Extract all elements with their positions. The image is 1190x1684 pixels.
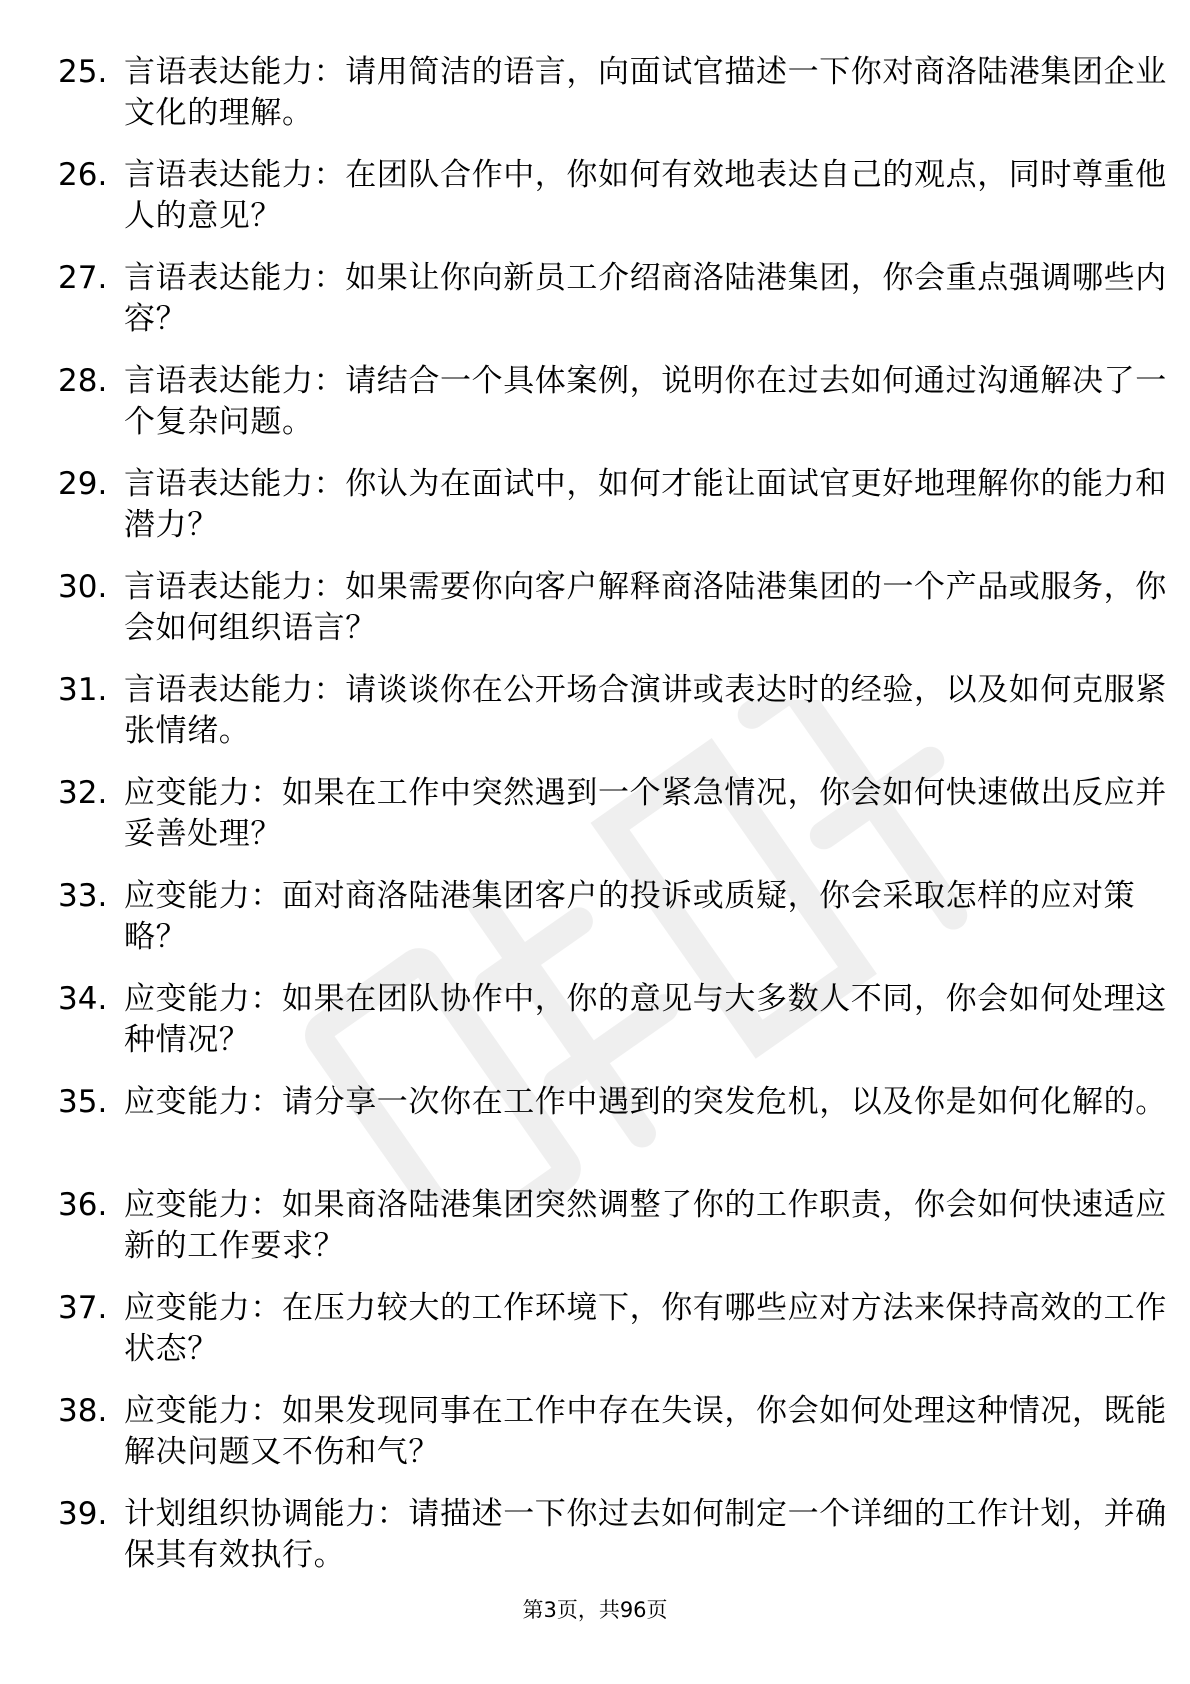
- question-number: 25.: [58, 54, 108, 90]
- question-item: [58, 567, 1167, 670]
- question-text: 计划组织协调能力：请描述一下你过去如何制定一个详细的工作计划，并确保其有效执行。: [124, 1496, 1167, 1573]
- question-number: 37.: [58, 1290, 108, 1326]
- question-number: 30.: [58, 569, 108, 605]
- question-text: 应变能力：如果发现同事在工作中存在失误，你会如何处理这种情况，既能解决问题又不伤和气？: [124, 1393, 1167, 1470]
- question-text: 言语表达能力：在团队合作中，你如何有效地表达自己的观点，同时尊重他人的意见？: [124, 157, 1167, 234]
- question-item: [58, 670, 1167, 773]
- question-number: 27.: [58, 260, 108, 296]
- question-item: [58, 1391, 1167, 1494]
- question-item: [58, 876, 1136, 979]
- question-number: 35.: [58, 1084, 108, 1120]
- question-item: [58, 155, 1167, 258]
- question-item: [58, 1082, 1167, 1185]
- question-text: 言语表达能力：你认为在面试中，如何才能让面试官更好地理解你的能力和潜力？: [124, 466, 1167, 543]
- question-text: 言语表达能力：如果让你向新员工介绍商洛陆港集团，你会重点强调哪些内容？: [124, 260, 1167, 337]
- question-item: [58, 361, 1167, 464]
- question-text: 言语表达能力：请用简洁的语言，向面试官描述一下你对商洛陆港集团企业文化的理解。: [124, 54, 1167, 131]
- question-number: 38.: [58, 1393, 108, 1429]
- question-item: [58, 464, 1167, 567]
- page-footer: 第3页，共96页: [522, 1598, 668, 1622]
- question-number: 31.: [58, 672, 108, 708]
- question-text: 应变能力：如果商洛陆港集团突然调整了你的工作职责，你会如何快速适应新的工作要求？: [124, 1187, 1167, 1264]
- question-text: 言语表达能力：请谈谈你在公开场合演讲或表达时的经验，以及如何克服紧张情绪。: [124, 672, 1167, 749]
- question-number: 34.: [58, 981, 108, 1017]
- question-item: [58, 1185, 1167, 1288]
- question-text: 应变能力：如果在工作中突然遇到一个紧急情况，你会如何快速做出反应并妥善处理？: [124, 775, 1167, 852]
- question-text: 言语表达能力：如果需要你向客户解释商洛陆港集团的一个产品或服务，你会如何组织语言？: [124, 569, 1167, 646]
- question-item: [58, 1494, 1167, 1597]
- question-number: 33.: [58, 878, 108, 914]
- question-number: 26.: [58, 157, 108, 193]
- question-item: [58, 979, 1167, 1082]
- question-item: [58, 258, 1167, 361]
- question-text: 应变能力：如果在团队协作中，你的意见与大多数人不同，你会如何处理这种情况？: [124, 981, 1167, 1058]
- question-number: 28.: [58, 363, 108, 399]
- question-number: 29.: [58, 466, 108, 502]
- question-text: 应变能力：面对商洛陆港集团客户的投诉或质疑，你会采取怎样的应对策略？: [124, 878, 1136, 955]
- question-number: 39.: [58, 1496, 108, 1532]
- question-text: 言语表达能力：请结合一个具体案例，说明你在过去如何通过沟通解决了一个复杂问题。: [124, 363, 1167, 440]
- question-list: [58, 52, 1167, 1597]
- question-text: 应变能力：请分享一次你在工作中遇到的突发危机，以及你是如何化解的。: [124, 1084, 1167, 1120]
- question-item: [58, 52, 1167, 155]
- question-number: 32.: [58, 775, 108, 811]
- question-item: [58, 1288, 1167, 1391]
- question-item: [58, 773, 1167, 876]
- question-number: 36.: [58, 1187, 108, 1223]
- question-text: 应变能力：在压力较大的工作环境下，你有哪些应对方法来保持高效的工作状态？: [124, 1290, 1167, 1367]
